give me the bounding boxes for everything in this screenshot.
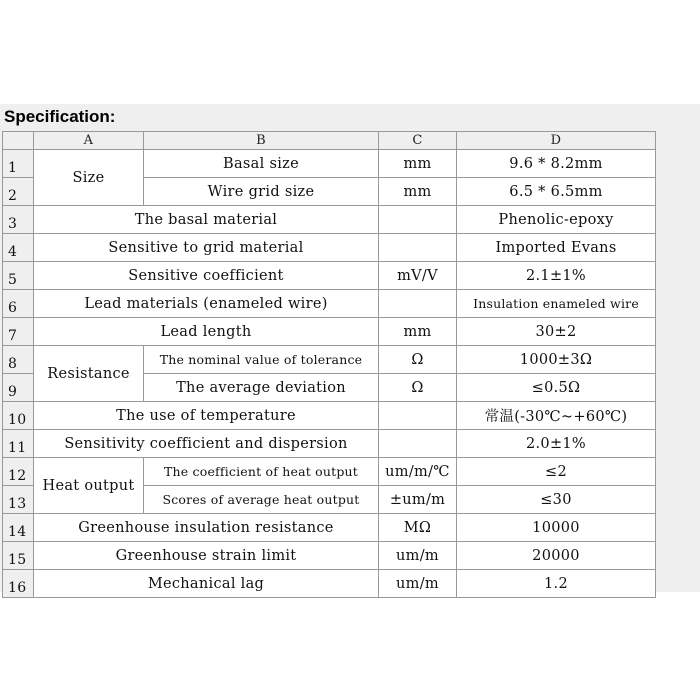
table-row	[3, 458, 656, 486]
param-cell[interactable]: The average deviation	[144, 374, 379, 402]
unit-cell[interactable]: Ω	[379, 374, 457, 402]
unit-cell[interactable]: um/m	[379, 542, 457, 570]
param-cell[interactable]: The basal material	[34, 206, 379, 234]
table-row	[3, 150, 656, 178]
column-header-a[interactable]: A	[34, 132, 144, 150]
group-resistance[interactable]: Resistance	[34, 346, 144, 402]
param-cell[interactable]: Mechanical lag	[34, 570, 379, 598]
unit-cell[interactable]: mm	[379, 150, 457, 178]
unit-cell[interactable]: ±um/m	[379, 486, 457, 514]
param-cell[interactable]: The coefficient of heat output	[144, 458, 379, 486]
column-header-c[interactable]: C	[379, 132, 457, 150]
row-header-16[interactable]: 16	[3, 570, 34, 598]
value-cell[interactable]: 20000	[457, 542, 656, 570]
param-cell[interactable]: Sensitivity coefficient and dispersion	[34, 430, 379, 458]
param-cell[interactable]: Sensitive coefficient	[34, 262, 379, 290]
param-cell[interactable]: Basal size	[144, 150, 379, 178]
value-cell[interactable]: 30±2	[457, 318, 656, 346]
table-row	[3, 542, 656, 570]
value-cell[interactable]: 10000	[457, 514, 656, 542]
value-cell[interactable]: 6.5 * 6.5mm	[457, 178, 656, 206]
header-corner[interactable]	[3, 132, 34, 150]
table-row	[3, 262, 656, 290]
param-cell[interactable]: Greenhouse insulation resistance	[34, 514, 379, 542]
table-row	[3, 570, 656, 598]
param-cell[interactable]: Wire grid size	[144, 178, 379, 206]
table-row	[3, 318, 656, 346]
value-cell[interactable]: 9.6 * 8.2mm	[457, 150, 656, 178]
param-cell[interactable]: Scores of average heat output	[144, 486, 379, 514]
row-header-2[interactable]: 2	[3, 178, 34, 206]
value-cell[interactable]: ≤30	[457, 486, 656, 514]
value-cell[interactable]: 1.2	[457, 570, 656, 598]
row-header-14[interactable]: 14	[3, 514, 34, 542]
param-cell[interactable]: Greenhouse strain limit	[34, 542, 379, 570]
param-cell[interactable]: Lead materials (enameled wire)	[34, 290, 379, 318]
row-header-5[interactable]: 5	[3, 262, 34, 290]
value-cell[interactable]: ≤0.5Ω	[457, 374, 656, 402]
row-header-13[interactable]: 13	[3, 486, 34, 514]
row-header-6[interactable]: 6	[3, 290, 34, 318]
table-row	[3, 234, 656, 262]
value-cell[interactable]: 1000±3Ω	[457, 346, 656, 374]
unit-cell[interactable]: MΩ	[379, 514, 457, 542]
row-header-1[interactable]: 1	[3, 150, 34, 178]
row-header-10[interactable]: 10	[3, 402, 34, 430]
table-row	[3, 402, 656, 430]
column-header-row	[3, 132, 656, 150]
unit-cell[interactable]	[379, 290, 457, 318]
table-row	[3, 430, 656, 458]
unit-cell[interactable]	[379, 402, 457, 430]
unit-cell[interactable]: Ω	[379, 346, 457, 374]
table-row	[3, 206, 656, 234]
unit-cell[interactable]: mm	[379, 178, 457, 206]
value-cell[interactable]: Insulation enameled wire	[457, 290, 656, 318]
row-header-12[interactable]: 12	[3, 458, 34, 486]
group-size[interactable]: Size	[34, 150, 144, 206]
table-row	[3, 290, 656, 318]
table-row	[3, 346, 656, 374]
unit-cell[interactable]	[379, 206, 457, 234]
page-title: Specification:	[4, 107, 116, 126]
unit-cell[interactable]	[379, 234, 457, 262]
param-cell[interactable]: The use of temperature	[34, 402, 379, 430]
unit-cell[interactable]	[379, 430, 457, 458]
group-heat-output[interactable]: Heat output	[34, 458, 144, 514]
value-cell[interactable]: 常温(-30℃~+60℃)	[457, 402, 656, 430]
value-cell[interactable]: 2.0±1%	[457, 430, 656, 458]
row-header-9[interactable]: 9	[3, 374, 34, 402]
column-header-b[interactable]: B	[144, 132, 379, 150]
unit-cell[interactable]: um/m	[379, 570, 457, 598]
unit-cell[interactable]: mm	[379, 318, 457, 346]
unit-cell[interactable]: um/m/℃	[379, 458, 457, 486]
value-cell[interactable]: Phenolic-epoxy	[457, 206, 656, 234]
row-header-11[interactable]: 11	[3, 430, 34, 458]
table-row	[3, 514, 656, 542]
row-header-8[interactable]: 8	[3, 346, 34, 374]
row-header-7[interactable]: 7	[3, 318, 34, 346]
row-header-4[interactable]: 4	[3, 234, 34, 262]
value-cell[interactable]: 2.1±1%	[457, 262, 656, 290]
row-header-15[interactable]: 15	[3, 542, 34, 570]
value-cell[interactable]: Imported Evans	[457, 234, 656, 262]
param-cell[interactable]: The nominal value of tolerance	[144, 346, 379, 374]
param-cell[interactable]: Lead length	[34, 318, 379, 346]
specification-table	[2, 131, 656, 598]
row-header-3[interactable]: 3	[3, 206, 34, 234]
column-header-d[interactable]: D	[457, 132, 656, 150]
value-cell[interactable]: ≤2	[457, 458, 656, 486]
param-cell[interactable]: Sensitive to grid material	[34, 234, 379, 262]
unit-cell[interactable]: mV/V	[379, 262, 457, 290]
